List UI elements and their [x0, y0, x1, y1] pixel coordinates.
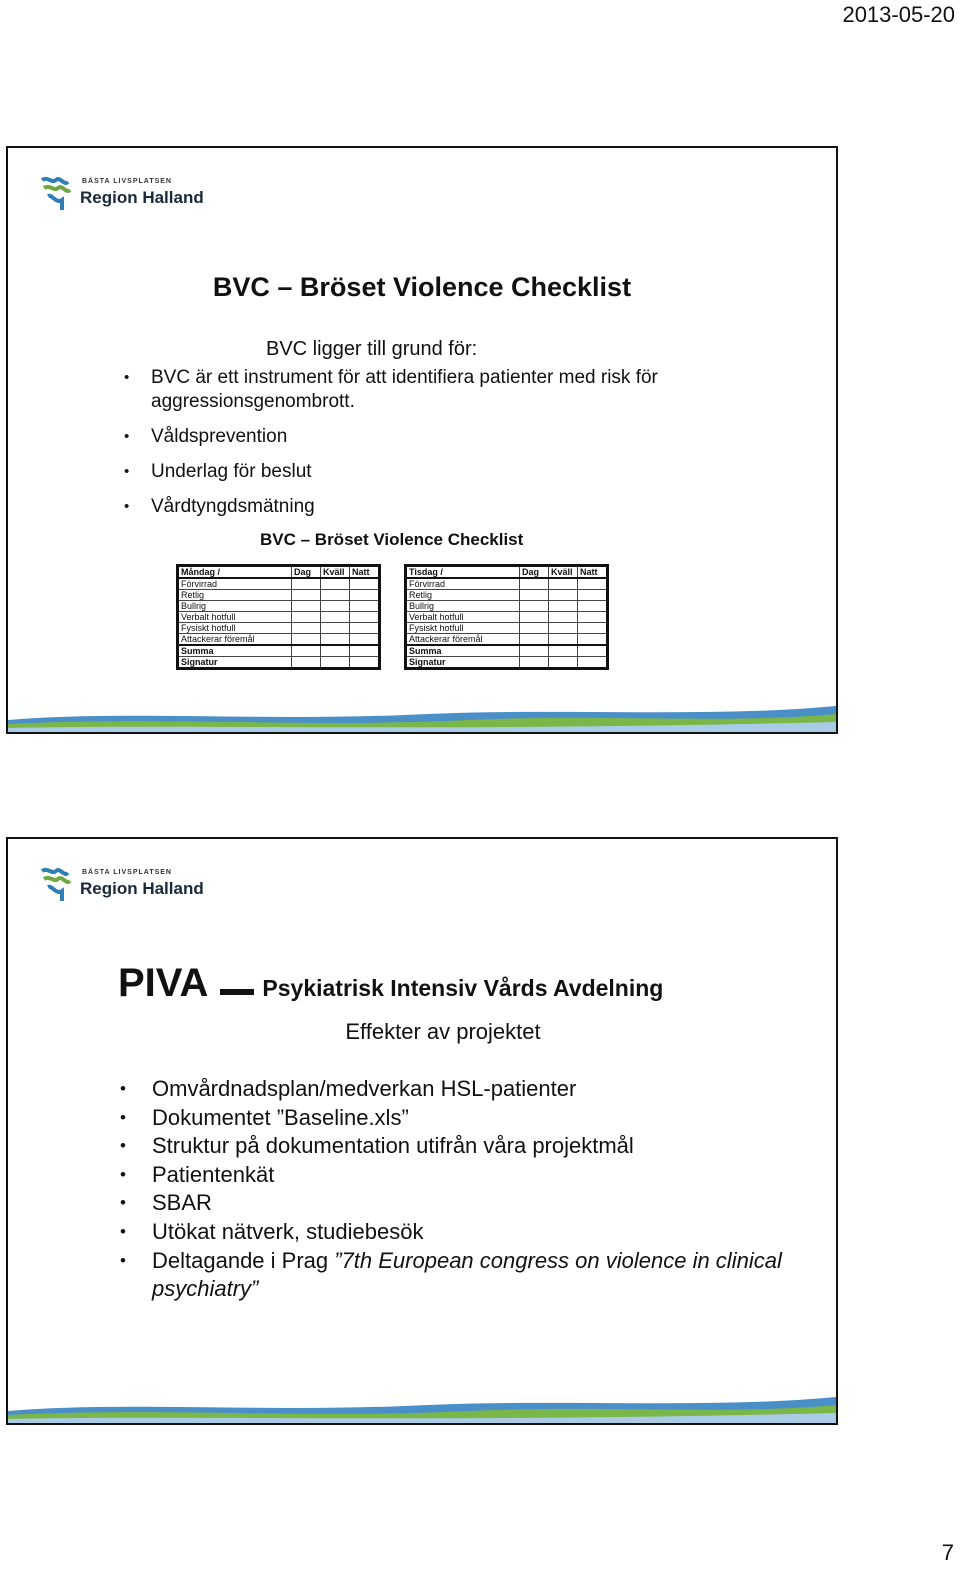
- list-item: • Struktur på dokumentation utifrån våra projektmål: [118, 1132, 818, 1161]
- page-date: 2013-05-20: [842, 2, 955, 27]
- title-main: PIVA: [118, 961, 209, 1005]
- list-item-text: Deltagande i Prag: [152, 1247, 335, 1273]
- table-header-natt: Natt: [350, 566, 380, 579]
- table-header-kvall: Kväll: [321, 566, 350, 579]
- list-item: • Dokumentet ”Baseline.xls”: [118, 1104, 818, 1133]
- table-row-label: Bullrig: [406, 601, 520, 612]
- list-item: [118, 1247, 818, 1304]
- table-row-label: Bullrig: [178, 601, 292, 612]
- decorative-wave: [8, 702, 836, 732]
- table-row-label: Verbalt hotfull: [406, 612, 520, 623]
- table-header-kvall: Kväll: [549, 566, 578, 579]
- page-number: 7: [941, 1540, 954, 1565]
- list-item: • Patientenkät: [118, 1161, 818, 1190]
- table-row-label: Retlig: [406, 590, 520, 601]
- checklist-table-tuesday: [404, 564, 609, 670]
- table-row-label: Förvirrad: [178, 578, 292, 590]
- table-row-label: Attackerar föremål: [406, 634, 520, 646]
- region-halland-emblem-icon: [38, 174, 78, 214]
- logo-name: Region Halland: [80, 188, 204, 207]
- logo-tagline: BÄSTA LIVSPLATSEN: [82, 178, 172, 185]
- table-row-signature: Signatur: [406, 657, 520, 669]
- logo-tagline: BÄSTA LIVSPLATSEN: [82, 869, 172, 876]
- list-item: • Utökat nätverk, studiebesök: [118, 1218, 818, 1247]
- slide-bvc: [6, 146, 838, 734]
- list-item: • SBAR: [118, 1189, 818, 1218]
- table-row-label: Retlig: [178, 590, 292, 601]
- table-header-dag: Dag: [520, 566, 549, 579]
- slide-title: [118, 961, 663, 1006]
- table-header-natt: Natt: [578, 566, 608, 579]
- table-row-label: Verbalt hotfull: [178, 612, 292, 623]
- slide-title: BVC – Bröset Violence Checklist: [212, 272, 632, 302]
- checklist-image-title: BVC – Bröset Violence Checklist: [260, 530, 524, 549]
- table-row-label: Förvirrad: [406, 578, 520, 590]
- table-row-sum: Summa: [178, 645, 292, 657]
- list-item: • BVC är ett instrument för att identifiera patienter med risk för aggressionsgenombrott.: [122, 366, 722, 414]
- slide-subtitle: Effekter av projektet: [345, 1019, 541, 1044]
- title-dash: [220, 989, 254, 995]
- table-row-sum: Summa: [406, 645, 520, 657]
- region-halland-emblem-icon: [38, 865, 78, 905]
- table-row-signature: Signatur: [178, 657, 292, 669]
- list-item: • Våldsprevention: [122, 425, 722, 449]
- table-header-day: Måndag /: [178, 566, 292, 579]
- title-sub: Psykiatrisk Intensiv Vårds Avdelning: [262, 975, 664, 1001]
- checklist-table-monday: [176, 564, 381, 670]
- congress-name: ”7th European congress on violence in clinical psychiatry”: [152, 1247, 782, 1302]
- list-item: • Omvårdnadsplan/medverkan HSL-patienter: [118, 1075, 818, 1104]
- table-row-label: Fysiskt hotfull: [178, 623, 292, 634]
- region-halland-logo: [38, 865, 228, 905]
- table-row-label: Fysiskt hotfull: [406, 623, 520, 634]
- slide-piva: [6, 837, 838, 1425]
- table-header-dag: Dag: [292, 566, 321, 579]
- bullet-list: [118, 1075, 818, 1304]
- bullet-list: [122, 366, 722, 530]
- region-halland-logo: [38, 174, 228, 214]
- list-item: • Vårdtyngdsmätning: [122, 495, 722, 519]
- logo-name: Region Halland: [80, 879, 204, 898]
- slide-intro: BVC ligger till grund för:: [266, 338, 478, 360]
- decorative-wave: [8, 1393, 836, 1423]
- list-item: • Underlag för beslut: [122, 460, 722, 484]
- table-header-day: Tisdag /: [406, 566, 520, 579]
- table-row-label: Attackerar föremål: [178, 634, 292, 646]
